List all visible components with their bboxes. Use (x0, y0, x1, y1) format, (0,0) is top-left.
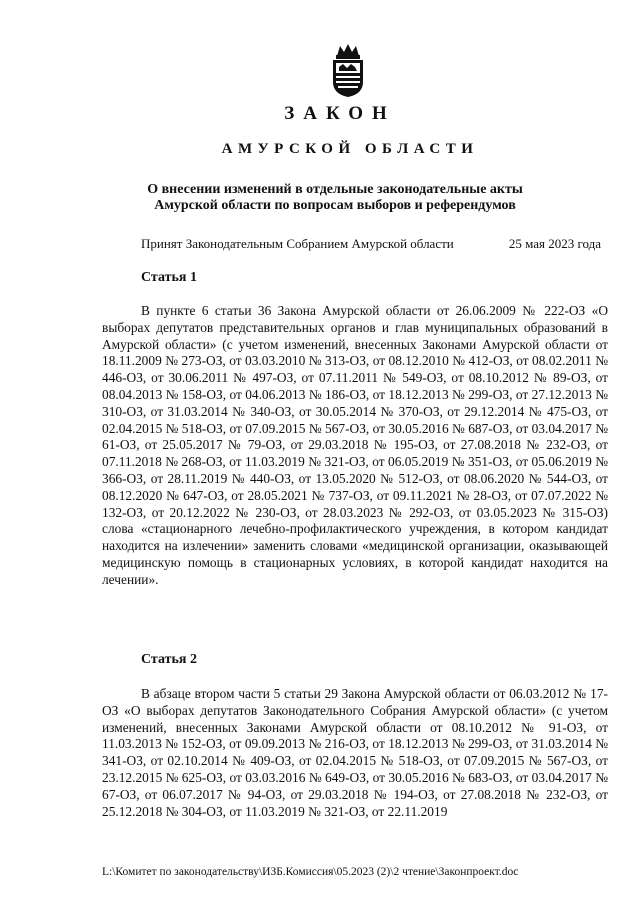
article-1-heading: Статья 1 (141, 270, 197, 285)
adoption-line (141, 236, 601, 252)
law-subject-line-1: О внесении изменений в отдельные законодательные акты (147, 182, 523, 197)
article-1-text: В пункте 6 статьи 36 Закона Амурской области от 26.06.2009 № 222-ОЗ «О выборах депутатов представительных органов и глав муниципальных образований в Амурской области» (с учетом изменений, внесенных Законами Амурской области от 18.11.2009 № 273-ОЗ, от 03.03.2010 № 313-ОЗ, от 08.12.2010 № 412-ОЗ, от 08.02.2011 № 446-ОЗ, от 30.06.2011 № 497-ОЗ, от 07.11.2011 № 549-ОЗ, от 08.10.2012 № 89-ОЗ, от 08.04.2013 № 158-ОЗ, от 04.06.2013 № 186-ОЗ, от 18.12.2013 № 299-ОЗ, от 27.12.2013 № 310-ОЗ, от 31.03.2014 № 340-ОЗ, от 30.05.2014 № 370-ОЗ, от 29.12.2014 № 475-ОЗ, от 02.04.2015 № 518-ОЗ, от 07.09.2015 № 567-ОЗ, от 30.05.2016 № 687-ОЗ, от 03.04.2017 № 61-ОЗ, от 25.05.2017 № 79-ОЗ, от 29.03.2018 № 195-ОЗ, от 27.08.2018 № 232-ОЗ, от 07.11.2018 № 268-ОЗ, от 11.03.2019 № 321-ОЗ, от 06.05.2019 № 351-ОЗ, от 05.06.2019 № 366-ОЗ, от 28.11.2019 № 440-ОЗ, от 13.05.2020 № 512-ОЗ, от 08.06.2020 № 544-ОЗ, от 08.12.2020 № 647-ОЗ, от 28.05.2021 № 737-ОЗ, от 09.11.2021 № 28-ОЗ, от 07.07.2022 № 132-ОЗ, от 20.12.2022 № 230-ОЗ, от 28.03.2023 № 292-ОЗ, от 03.05.2023 № 315-ОЗ) слова «стационарного лечебно-профилактического учреждения, в котором кандидат находится на излечении» заменить словами «медицинской организации, оказывающей медицинскую помощь в стационарных условиях, в которой кандидат находится на лечении». (102, 303, 608, 587)
region-title: АМУРСКОЙ ОБЛАСТИ (221, 141, 479, 157)
adoption-label: Принят Законодательным Собранием Амурской области (141, 236, 454, 251)
law-subject-line-2: Амурской области по вопросам выборов и референдумов (154, 198, 516, 213)
amur-region-coat-of-arms-icon (327, 42, 369, 98)
article-2-text: В абзаце втором части 5 статьи 29 Закона Амурской области от 06.03.2012 № 17-ОЗ «О выборах депутатов Законодательного Собрания Амурской области» (с учетом изменений, внесенных Законами Амурской области от 08.10.2012 № 91-ОЗ, от 11.03.2013 № 152-ОЗ, от 09.09.2013 № 216-ОЗ, от 18.12.2013 № 299-ОЗ, от 31.03.2014 № 341-ОЗ, от 02.10.2014 № 409-ОЗ, от 02.04.2015 № 518-ОЗ, от 07.09.2015 № 567-ОЗ, от 23.12.2015 № 625-ОЗ, от 03.03.2016 № 649-ОЗ, от 30.05.2016 № 683-ОЗ, от 03.04.2017 № 67-ОЗ, от 06.07.2017 № 94-ОЗ, от 29.03.2018 № 194-ОЗ, от 27.08.2018 № 232-ОЗ, от 25.12.2018 № 304-ОЗ, от 11.03.2019 № 321-ОЗ, от 22.11.2019 (102, 686, 608, 819)
file-path-footer: L:\Комитет по законодательству\ИЗБ.Комиссия\05.2023 (2)\2 чтение\Законпроект.doc (102, 866, 519, 878)
law-subject (100, 182, 570, 214)
adoption-date: 25 мая 2023 года (508, 236, 601, 251)
law-title: ЗАКОН (284, 103, 396, 124)
article-2-heading: Статья 2 (141, 652, 197, 667)
